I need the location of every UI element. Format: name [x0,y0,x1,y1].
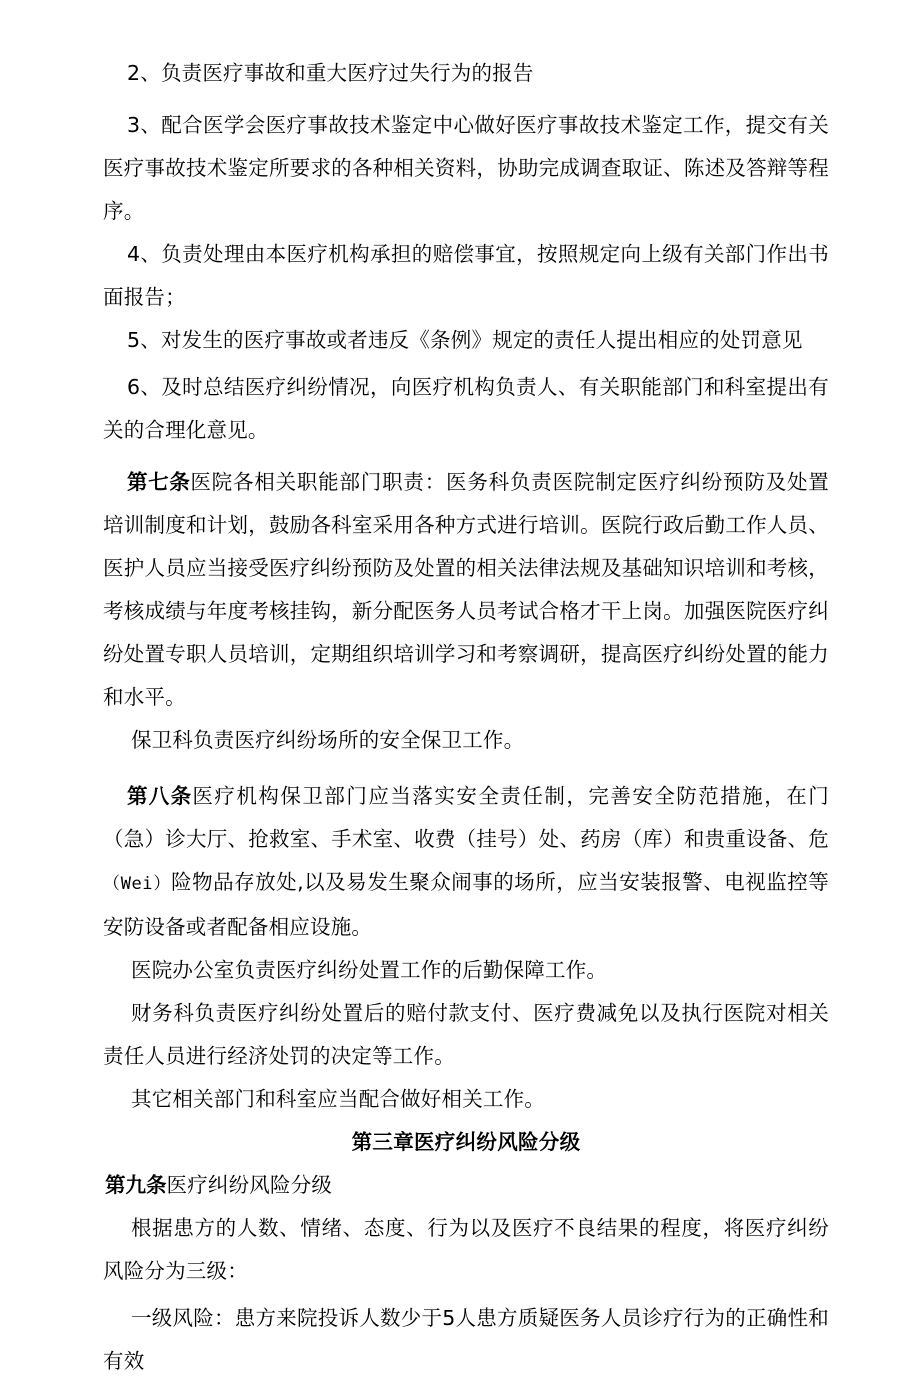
list-item-5: 5、对发生的医疗事故或者违反《条例》规定的责任人提出相应的处罚意见 [127,328,803,352]
paragraph-spacer [103,452,829,461]
list-item-6: 6、及时总结医疗纠纷情况，向医疗机构负责人、有关职能部门和科室提出有关的合理化意见。 [103,375,829,442]
article-9-text: 医疗纠纷风险分级 [166,1173,333,1197]
risk-grading-intro-paragraph: 根据患方的人数、情绪、态度、行为以及医疗不良结果的程度，将医疗纠纷风险分为三级： [103,1216,829,1283]
other-department-paragraph: 其它相关部门和科室应当配合做好相关工作。 [131,1087,545,1111]
article-8-marker: 第八条 [127,784,193,808]
article-9-marker: 第九条 [105,1173,167,1197]
article-8-text-part1: 医疗机构保卫部门应当落实安全责任制，完善安全防范措施，在门（急）诊大厅、抢救室、手术室、收费（挂号）处、药房（库）和贵重设备、危 [103,784,829,851]
list-item-3: 3、配合医学会医疗事故技术鉴定中心做好医疗事故技术鉴定工作，提交有关医疗事故技术鉴定所要求的各种相关资料，协助完成调查取证、陈述及答辩等程序。 [103,113,829,223]
article-8-paragraph [103,775,829,949]
paragraph-spacer [103,95,829,104]
article-8-latin-annotation: （Wei） [103,874,172,894]
chapter-3-heading: 第三章医疗纠纷风险分级 [351,1130,581,1154]
article-7-marker: 第七条 [127,470,191,494]
article-7-text: 医院各相关职能部门职责：医务科负责医院制定医疗纠纷预防及处置培训制度和计划，鼓励各科室采用各种方式进行培训。医院行政后勤工作人员、医护人员应当接受医疗纠纷预防及处置的相关法律法规及基础知识培训和考核，考核成绩与年度考核挂钩，新分配医务人员考试合格才干上岗。加强医院医疗纠纷处置专职人员培训，定期组织培训学习和考察调研，提高医疗纠纷处置的能力和水平。 [103,470,829,709]
finance-department-paragraph: 财务科负责医疗纠纷处置后的赔付款支付、医疗费减免以及执行医院对相关责任人员进行经济处罚的决定等工作。 [103,1001,829,1068]
list-item-2: 2、负责医疗事故和重大医疗过失行为的报告 [127,61,534,85]
security-department-paragraph: 保卫科负责医疗纠纷场所的安全保卫工作。 [131,728,525,752]
article-9-paragraph [103,1164,829,1207]
article-8-text-part2: 险物品存放处,以及易发生聚众闹事的场所，应当安装报警、电视监控等安防设备或者配备相应设施。 [103,870,829,939]
article-7-paragraph [103,461,829,719]
document-body [103,52,829,1383]
office-department-paragraph: 医院办公室负责医疗纠纷处置工作的后勤保障工作。 [131,958,608,982]
level-1-risk-paragraph: 一级风险：患方来院投诉人数少于5人患方质疑医务人员诊疗行为的正确性和有效 [103,1306,829,1373]
list-item-4: 4、负责处理由本医疗机构承担的赔偿事宜，按照规定向上级有关部门作出书面报告； [103,242,829,309]
paragraph-spacer [103,762,829,775]
